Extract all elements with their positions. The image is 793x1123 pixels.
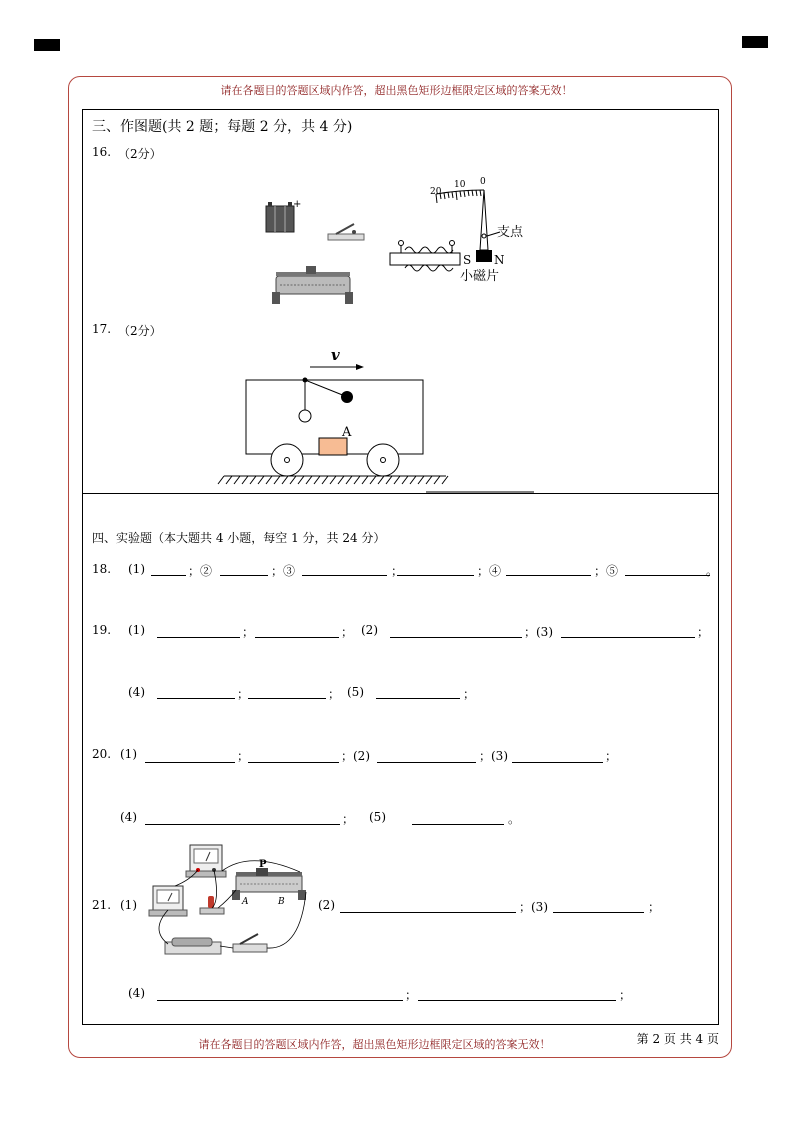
q21-r1-1: ；(3) <box>519 900 548 914</box>
q19-r1-5: ； <box>697 625 710 639</box>
q20-r1-1: ； <box>237 749 250 763</box>
q21-r2-0: (4) <box>128 986 145 1000</box>
q17-label: 17. <box>92 322 112 336</box>
q20-r1-4: ； <box>605 749 618 763</box>
magnet-label: 小磁片 <box>460 269 500 284</box>
ammeter-icon <box>149 886 187 916</box>
q19-r2-3: (5) <box>347 685 364 699</box>
q20-r1-3: ；(3) <box>479 749 508 763</box>
q21-label: 21. <box>92 898 112 912</box>
n-pole-label: N <box>494 253 505 267</box>
pivot-label: 支点 <box>497 225 524 240</box>
q18-p2: ；② <box>188 564 213 578</box>
s-pole-label: S <box>463 253 472 267</box>
q19-r1-1: ； <box>242 625 255 639</box>
q20-r2-3: 。 <box>508 812 521 826</box>
section3-title: 三、作图题(共 2 题；每题 2 分，共 4 分) <box>92 119 353 135</box>
q19-r2-2: ； <box>328 687 341 701</box>
scale-20: 20 <box>430 187 442 197</box>
q21-blank-1[interactable] <box>340 912 516 913</box>
q20-label: 20. <box>92 747 112 761</box>
q19-r1-2: ； <box>341 625 354 639</box>
switch-icon-2 <box>233 934 267 952</box>
notice-bottom: 请在各题目的答题区域内作答，超出黑色矩形边框限定区域的答案无效！ <box>198 1038 551 1051</box>
q21-blank-4[interactable] <box>418 1000 616 1001</box>
q18-p5: ；④ <box>477 564 502 578</box>
q19-r1-4: ；(3) <box>524 625 553 639</box>
velocity-label: v <box>331 346 340 364</box>
q19-r2-1: ； <box>237 687 250 701</box>
q20-r1-0: (1) <box>120 747 137 761</box>
battery-box-icon <box>165 938 221 954</box>
scale-0: 0 <box>480 177 486 187</box>
q20-r1-2: ；(2) <box>341 749 370 763</box>
q19-r1-3: (2) <box>361 623 378 637</box>
resistor-icon <box>200 896 224 914</box>
q20-r2-2: (5) <box>369 810 386 824</box>
q18-p1: (1) <box>128 562 145 576</box>
q21-blank-2[interactable] <box>553 912 644 913</box>
q17-score: （2分） <box>118 324 162 338</box>
label-a: A <box>242 897 249 907</box>
q19-r2-4: ； <box>463 687 476 701</box>
q20-r2-1: ； <box>342 812 355 826</box>
slide-wire-icon <box>232 859 306 907</box>
q21-r2-1: ； <box>405 988 418 1002</box>
q18-label: 18. <box>92 562 112 576</box>
q21-p1: (1) <box>120 898 137 912</box>
q20-r2-0: (4) <box>120 810 137 824</box>
voltmeter-icon <box>186 845 226 877</box>
notice-top: 请在各题目的答题区域内作答，超出黑色矩形边框限定区域的答案无效！ <box>220 84 573 97</box>
q16-label: 16. <box>92 145 112 159</box>
q18-p3: ；③ <box>271 564 296 578</box>
q19-r1-0: (1) <box>128 623 145 637</box>
q19-label: 19. <box>92 623 112 637</box>
q21-r1-2: ； <box>648 900 661 914</box>
page-number: 第 2 页 共 4 页 <box>636 1032 719 1046</box>
q16-score: （2分） <box>118 147 162 161</box>
block-a-label: A <box>342 425 352 440</box>
scale-10: 10 <box>454 180 466 190</box>
label-b: B <box>278 897 285 907</box>
q21-blank-3[interactable] <box>157 1000 403 1001</box>
q21-r1-0: (2) <box>318 898 335 912</box>
svg-text:+: + <box>293 199 302 210</box>
q19-r2-0: (4) <box>128 685 145 699</box>
q21-r2-2: ； <box>619 988 632 1002</box>
q18-p4: ； <box>391 564 404 578</box>
q18-end: 。 <box>706 564 719 578</box>
section4-title: 四、实验题（本大题共 4 小题，每空 1 分，共 24 分） <box>92 531 386 545</box>
label-p: P <box>259 859 267 870</box>
q18-p6: ；⑤ <box>594 564 619 578</box>
